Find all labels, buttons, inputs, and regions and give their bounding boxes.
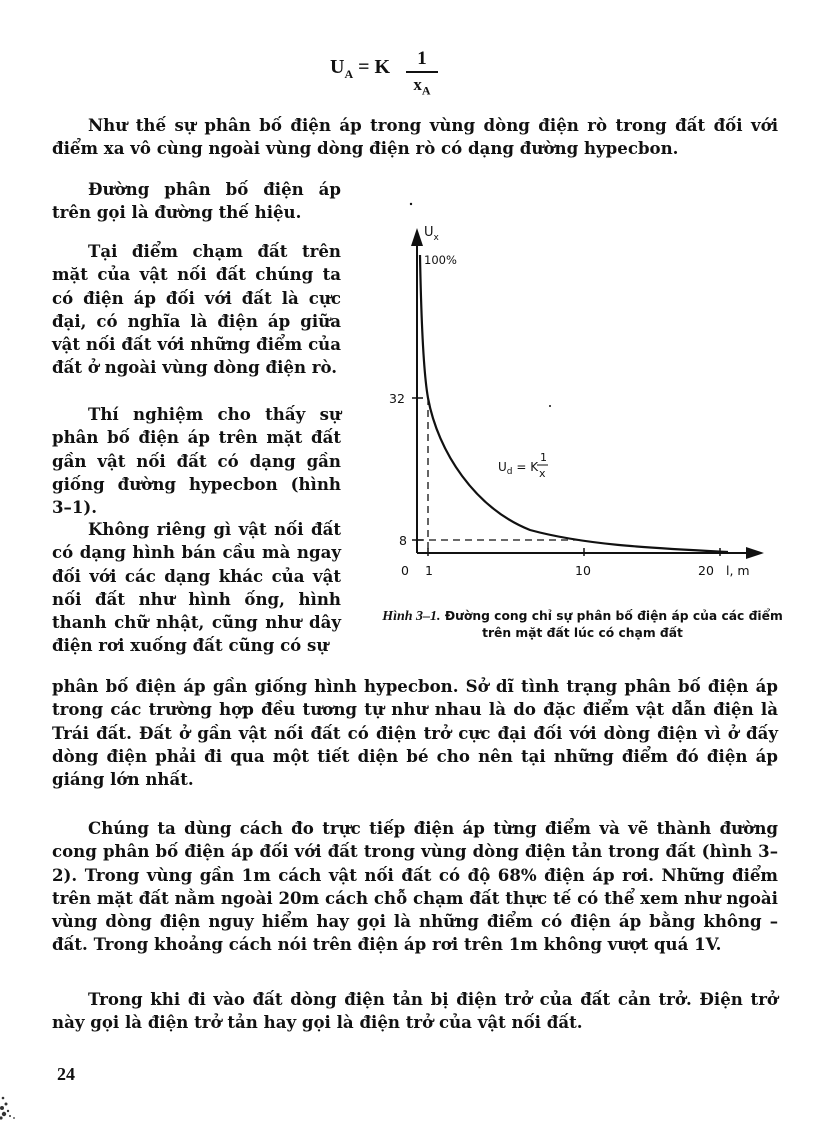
curve-label: $U_d = K$ bbox=[498, 460, 539, 477]
y-axis-label: $U_x$ bbox=[424, 225, 439, 243]
paragraph-7: Trong khi đi vào đất dòng điện tản bị điện trở của đất cản trở. Điện trở này gọi là điện trở tản hay gọi là điện trở của vật nối đất. bbox=[52, 989, 778, 1033]
page-number: 24 bbox=[57, 1064, 75, 1084]
x-axis-arrow bbox=[746, 547, 764, 559]
curve-label-numerator: 1 bbox=[540, 451, 547, 464]
y-tick-label-32: 32 bbox=[389, 391, 405, 406]
scan-edge-mark bbox=[0, 1060, 26, 1120]
figure-3-1-chart bbox=[380, 190, 780, 600]
x-axis-label: l, m bbox=[726, 563, 750, 578]
formula-lhs: $U_A = K$ bbox=[330, 56, 391, 81]
figure-caption-text: Đường cong chỉ sự phân bố điện áp của các điểm trên mặt đất lúc có chạm đất bbox=[440, 609, 783, 640]
paragraph-6: Chúng ta dùng cách đo trực tiếp điện áp từng điểm và vẽ thành đường cong phân bố điện áp đối với đất trong vùng dòng điện tản trong đất (hình 3–2). Trong vùng gần 1m cách vật nối đất có độ 68% điện áp rơi. Những điểm trên mặt đất nằm ngoài 20m cách chỗ chạm đất thực tế có thể xem như ngoài vùng dòng điện nguy hiểm hay gọi là những điểm có điện áp bằng không – đất. Trong khoảng cách nói trên điện áp rơi trên 1m không vượt quá 1V. bbox=[52, 818, 778, 955]
x-tick-label-0: 0 bbox=[401, 563, 409, 578]
x-tick-label-20: 20 bbox=[698, 563, 714, 578]
curve-label-denominator: x bbox=[539, 467, 546, 480]
speck bbox=[549, 405, 551, 407]
paragraph-2: Đường phân bố điện áp trên gọi là đường thế hiệu. bbox=[52, 179, 341, 223]
formula-numerator: 1 bbox=[417, 48, 427, 69]
formula-denominator: $x_A$ bbox=[413, 75, 431, 98]
x-tick-label-10: 10 bbox=[575, 563, 591, 578]
formula-fraction bbox=[406, 48, 438, 100]
y-tick-label-8: 8 bbox=[399, 533, 407, 548]
paragraph-5-column: Không riêng gì vật nối đất có dạng hình bán cầu mà ngay đối với các dạng khác của vật nối đất như hình ống, hình thanh chữ nhật, cũng như dây điện rơi xuống đất cũng có sự bbox=[52, 519, 341, 656]
x-tick-label-1: 1 bbox=[425, 563, 433, 578]
formula-ua bbox=[330, 48, 450, 96]
y-axis-arrow bbox=[411, 228, 423, 246]
paragraph-4: Thí nghiệm cho thấy sự phân bố điện áp trên mặt đất gần vật nối đất có dạng gần giống đường hypecbon (hình 3–1). bbox=[52, 404, 341, 518]
paragraph-3: Tại điểm chạm đất trên mặt của vật nối đất chúng ta có điện áp đối với đất là cực đại, có nghĩa là điện áp giữa vật nối đất với những điểm của đất ở ngoài vùng dòng điện rò. bbox=[52, 241, 341, 378]
paragraph-5-continued: phân bố điện áp gần giống hình hypecbon. Sở dĩ tình trạng phân bố điện áp trong các trường hợp đều tương tự như nhau là do đặc điểm vật dẫn điện là Trái đất. Đất ở gần vật nối đất có điện trở cực đại đối với dòng điện vì ở đấy dòng điện phải đi qua một tiết diện bé cho nên tại những điểm đó điện áp giáng lớn nhất. bbox=[52, 676, 778, 790]
figure-caption bbox=[375, 608, 790, 641]
voltage-curve bbox=[420, 255, 728, 552]
top-percent-label: 100% bbox=[424, 253, 457, 267]
paragraph-1: Như thế sự phân bố điện áp trong vùng dòng điện rò trong đất đối với điểm xa vô cùng ngoài vùng dòng điện rò có dạng đường hypecbon. bbox=[52, 115, 778, 159]
speck bbox=[410, 203, 412, 205]
figure-caption-label: Hình 3–1. bbox=[382, 609, 441, 624]
fraction-bar bbox=[406, 71, 438, 73]
